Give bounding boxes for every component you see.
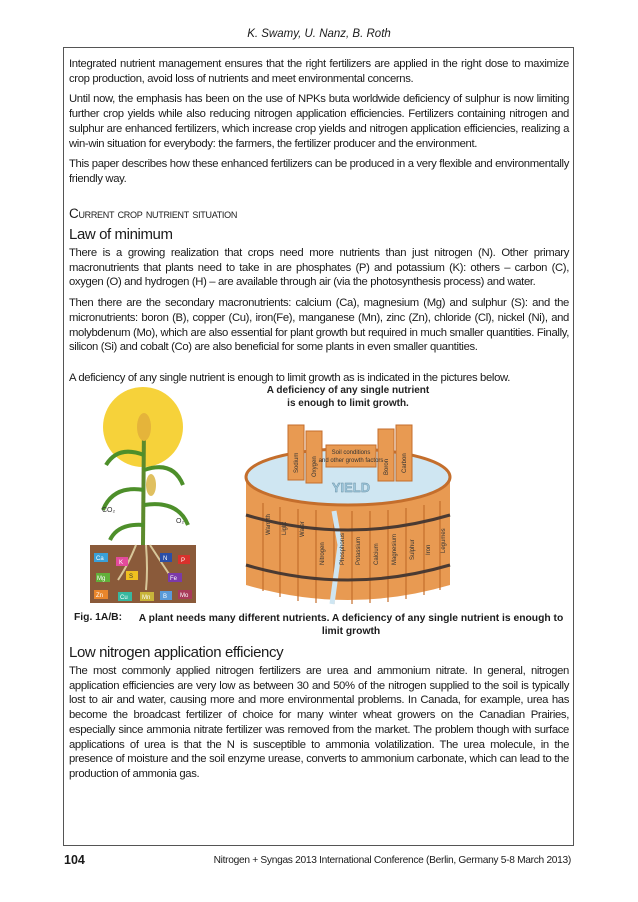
stave-label: Oxygen (312, 456, 318, 477)
running-header: K. Swamy, U. Nanz, B. Roth (247, 28, 391, 40)
stave-label: Light (282, 521, 288, 535)
stave-label: Calcium (374, 543, 380, 565)
law-paragraph-2: Then there are the secondary macronutrients: calcium (Ca), magnesium (Mg) and sulphur (S): and the micronutrients: boron (B), copper (Cu), iron(Fe), manganese (Mn), zinc (Zn), chloride (Cl), nickel (Ni), and molybdenum (Mo), which are also essential for plant growth but required in much smaller quantities. Finally, silicon (Si) and cobalt (Co) are also beneficial for some plants in even smaller quantities. (69, 297, 569, 354)
section-heading: Current crop nutrient situation (69, 206, 238, 221)
barrel-title-line-1: A deficiency of any single nutrient (266, 385, 430, 396)
stave-label: Boron (384, 458, 390, 475)
low-nitrogen-heading: Low nitrogen application efficiency (69, 644, 284, 661)
stave-label: Nitrogen (320, 542, 326, 565)
stave-label: Warmth (266, 514, 272, 535)
figure-caption-label: Fig. 1A/B: (74, 612, 123, 623)
page-number: 104 (64, 853, 85, 867)
soil-conditions-label: Soil conditions (331, 450, 371, 456)
plant-illustration (90, 387, 196, 603)
figure-caption-text: A plant needs many different nutrients. A deficiency of any single nutrient is enough to limit growth (138, 613, 564, 637)
stave-label: Phosphorus (340, 532, 346, 565)
intro-block (69, 57, 569, 193)
stave-label: Water (300, 521, 306, 537)
yield-label: YIELD (331, 480, 371, 495)
soil-box-label: Ca (96, 556, 104, 562)
intro-paragraph-1: Integrated nutrient management ensures that the right fertilizers are applied in the right dose to maximize crop production, avoid loss of nutrients and meet environmental concerns. (69, 58, 569, 85)
law-block (69, 246, 569, 392)
soil-box-label: Fe (170, 576, 178, 582)
stave-label: Carbon (402, 453, 408, 473)
stave-label: Iron (426, 544, 432, 555)
soil-box-label: B (163, 594, 168, 600)
stave-label: Sulphur (410, 539, 416, 560)
soil-box-label: Mo (180, 593, 189, 599)
soil-box-label: S (129, 574, 134, 580)
soil-box-label: N (163, 556, 168, 562)
low-nitrogen-block (69, 664, 569, 788)
soil-box-label: K (119, 560, 124, 566)
law-paragraph-1: There is a growing realization that crops need more nutrients than just nitrogen (N). Other primary macronutrients that plants need to take in are phosphates (P) and potassium (K): others – carbon (C), oxygen (O) and hydrogen (H) – are available through air (via the photosynthesis process) and water. (69, 247, 569, 289)
conference-footer: Nitrogen + Syngas 2013 International Conference (Berlin, Germany 5-8 March 2013) (213, 855, 571, 866)
soil-box-label: Zn (96, 593, 104, 599)
stave-label: Magnesium (392, 533, 398, 565)
soil-box-label: Mg (97, 576, 106, 582)
law-paragraph-3: A deficiency of any single nutrient is enough to limit growth as is indicated in the pictures below. (69, 371, 510, 384)
intro-paragraph-2: Until now, the emphasis has been on the use of NPKs buta worldwide deficiency of sulphur is now limiting further crop yields while also reducing nitrogen application efficiencies. Fertilizers containing nitrogen and sulphur are enhanced fertilizers, which increase crop yields and nitrogen application efficiencies, realizing a win-win situation for everybody: the farmers, the fertilizer producer and the environment. (69, 93, 569, 150)
o2-label: O₂ (176, 518, 185, 525)
figure-illustrations (88, 385, 528, 607)
soil-box-label: Mn (142, 595, 151, 601)
stave-label: Legumes (441, 528, 447, 553)
barrel-illustration (246, 385, 450, 604)
barrel-title-line-2: is enough to limit growth. (287, 398, 409, 409)
intro-paragraph-3: This paper describes how these enhanced fertilizers can be produced in a very flexible and environmentally friendly way. (69, 158, 569, 185)
soil-box-label: P (181, 558, 186, 564)
soil-box-label: Cu (120, 595, 128, 601)
stave-label: Potassium (356, 536, 362, 565)
stave-label: Sodium (294, 452, 300, 473)
law-of-minimum-heading: Law of minimum (69, 226, 173, 243)
soil-conditions-label-2: and other growth factors (318, 458, 384, 464)
low-nitrogen-paragraph: The most commonly applied nitrogen fertilizers are urea and ammonium nitrate. In general, nitrogen application efficiencies are very low as between 30 and 50% of the nitrogen supplied to the soil is typically lost to air and water, causing more and more environmental problems. In Canada, for example, urea has become the broadcast fertilizer of choice for many winter wheat growers on the Canadian Prairies, especially since ammonia nitrate fertilizer was removed from the market. The problem though with surface applications of urea is that the N is susceptible to ammonia volatilization. The urea molecule, in the presence of moisture and the soil enzyme urease, converts to ammonium carbonate, which can lead to the production of ammonia gas. (69, 665, 569, 780)
co2-label: CO₂ (102, 507, 116, 514)
